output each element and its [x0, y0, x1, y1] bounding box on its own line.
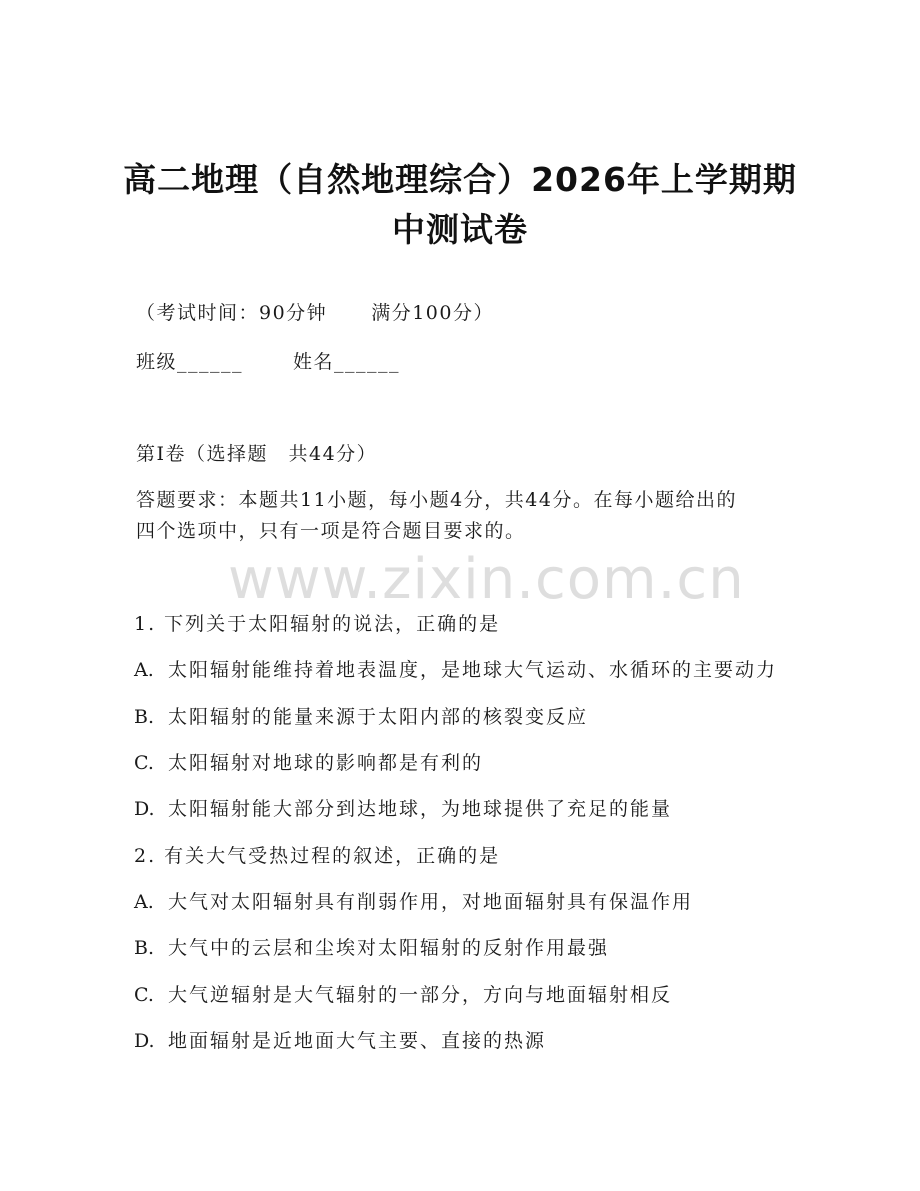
option-text: 太阳辐射能维持着地表温度，是地球大气运动、水循环的主要动力 [168, 659, 778, 681]
option-text: 太阳辐射能大部分到达地球，为地球提供了充足的能量 [168, 798, 673, 820]
section-instruction-line2: 四个选项中，只有一项是符合题目要求的。 [136, 520, 526, 542]
option-label: C. [134, 752, 154, 774]
page-title-line1: 高二地理（自然地理综合）2026年上学期期 [123, 160, 797, 199]
option-label: B. [134, 937, 155, 959]
name-field: 姓名______ [293, 351, 401, 373]
question-2-option-c [134, 981, 672, 1009]
option-text: 大气对太阳辐射具有削弱作用，对地面辐射具有保温作用 [168, 891, 694, 913]
question-1-stem: 1. 下列关于太阳辐射的说法，正确的是 [134, 613, 501, 635]
option-text: 大气逆辐射是大气辐射的一部分，方向与地面辐射相反 [168, 984, 673, 1006]
option-label: D. [134, 798, 155, 820]
question-1-option-c [134, 749, 483, 777]
option-label: D. [134, 1030, 155, 1052]
exam-info [136, 299, 494, 327]
section-heading: 第Ⅰ卷（选择题 共44分） [136, 443, 378, 465]
student-fields [136, 348, 400, 376]
exam-score: 满分100分） [371, 302, 494, 324]
question-2-option-d [134, 1027, 546, 1055]
option-label: C. [134, 984, 154, 1006]
section-instruction-line1: 答题要求：本题共11小题，每小题4分，共44分。在每小题给出的 [136, 489, 737, 511]
question-2-stem: 2. 有关大气受热过程的叙述，正确的是 [134, 845, 501, 867]
question-2-option-b [134, 934, 609, 962]
option-label: A. [134, 659, 154, 681]
option-label: B. [134, 706, 155, 728]
class-field: 班级______ [136, 351, 244, 373]
option-label: A. [134, 891, 154, 913]
page-title-line2: 中测试卷 [392, 210, 528, 249]
watermark: www.zixin.com.cn [228, 547, 745, 612]
question-1-option-d [134, 795, 672, 823]
exam-time: （考试时间：90分钟 [136, 302, 328, 324]
question-1-option-a [134, 656, 777, 684]
question-2-option-a [134, 888, 693, 916]
option-text: 大气中的云层和尘埃对太阳辐射的反射作用最强 [168, 937, 610, 959]
question-1-option-b [134, 703, 588, 731]
option-text: 太阳辐射对地球的影响都是有利的 [168, 752, 484, 774]
option-text: 地面辐射是近地面大气主要、直接的热源 [168, 1030, 547, 1052]
option-text: 太阳辐射的能量来源于太阳内部的核裂变反应 [168, 706, 589, 728]
